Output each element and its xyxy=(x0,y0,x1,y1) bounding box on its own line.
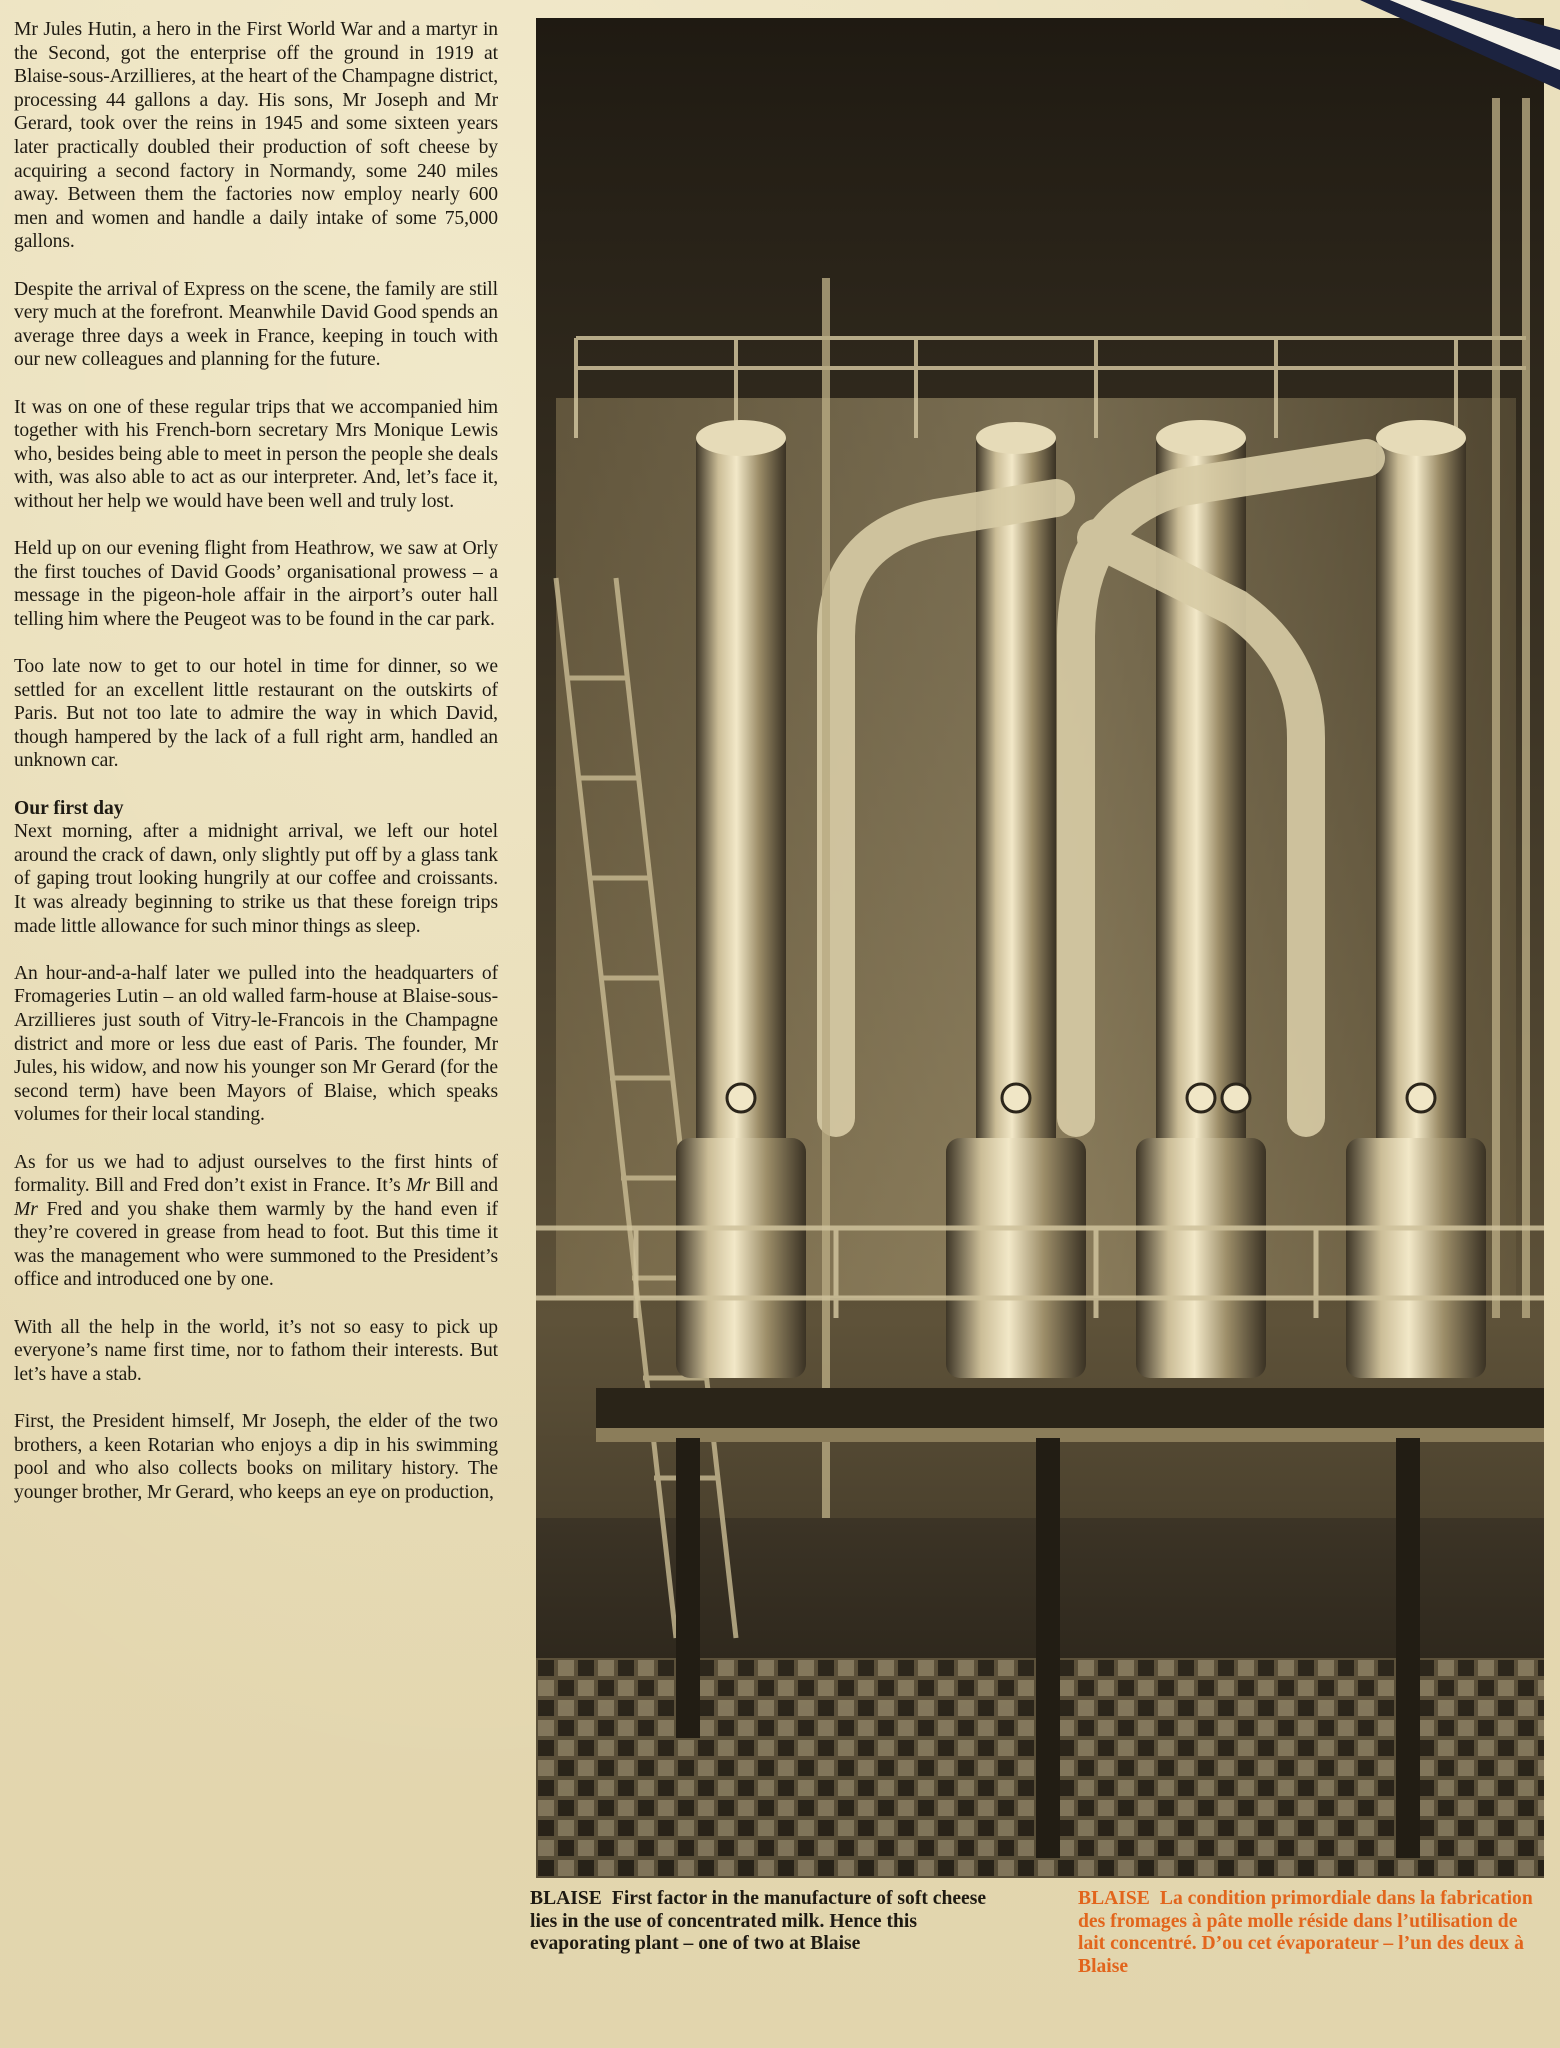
article-paragraph: Mr Jules Hutin, a hero in the First World War and a martyr in the Second, got the enterprise off the ground in 1919 at Blaise-sous-Arzillieres, at the heart of the Champagne district, processing 44 gallons a day. His sons, Mr Joseph and Mr Gerard, took over the reins in 1945 and some sixteen years later practically doubled their production of soft cheese by acquiring a second factory in Normandy, some 240 miles away. Between them the factories now employ nearly 600 men and women and handle a daily intake of some 75,000 gallons. xyxy=(14,19,498,253)
article-paragraph: Too late now to get to our hotel in time for dinner, so we settled for an excellent little restaurant on the outskirts of Paris. But not too late to admire the way in which David, though hampered by the lack of a full right arm, handled an unknown car. xyxy=(14,656,498,772)
article-paragraph: Despite the arrival of Express on the scene, the family are still very much at the forefront. Meanwhile David Good spends an average three days a week in France, keeping in touch with our new colleagues and planning for the future. xyxy=(14,278,498,371)
article-paragraph xyxy=(14,1151,498,1293)
evaporating-plant-photo xyxy=(536,18,1544,1878)
article-paragraph: It was on one of these regular trips that we accompanied him together with his French-born secretary Mrs Monique Lewis who, besides being able to meet in person the people she deals with, was also able to act as our interpreter. And, let’s face it, without her help we would have been well and truly lost. xyxy=(14,396,498,512)
caption-lead: BLAISE xyxy=(1078,1888,1150,1909)
italic-mr: Mr xyxy=(14,1198,38,1220)
article-paragraph: Next morning, after a midnight arrival, we left our hotel around the crack of dawn, only slightly put off by a glass tank of gaping trout looking hungrily at our coffee and croissants. It was already beginning to strike us that these foreign trips made little allowance for such minor things as sleep. xyxy=(14,821,498,937)
article-paragraph: An hour-and-a-half later we pulled into the headquarters of Fromageries Lutin – an old walled farm-house at Blaise-sous-Arzillieres just south of Vitry-le-Francois in the Champagne district and more or less due east of Paris. The founder, Mr Jules, his widow, and now his younger son Mr Gerard (for the second term) have been Mayors of Blaise, which speaks volumes for their local standing. xyxy=(14,962,498,1126)
caption-text: First factor in the manufacture of soft cheese lies in the use of concentrated milk. Hence this evaporating plant – one of two at Blaise xyxy=(530,1888,987,1954)
photo-illustration xyxy=(536,18,1544,1878)
photo-caption-english xyxy=(530,1888,1000,1956)
text-run: As for us we had to adjust ourselves to the first hints of formality. Bill and Fred don’t exist in France. It’s xyxy=(14,1151,498,1197)
article-paragraph: First, the President himself, Mr Joseph, the elder of the two brothers, a keen Rotarian who enjoys a dip in his swimming pool and who also collects books on military history. The younger brother, Mr Gerard, who keeps an eye on production, xyxy=(14,1411,498,1503)
text-run: Bill and xyxy=(429,1175,498,1197)
ribbon-graphic xyxy=(1300,0,1560,90)
section-heading: Our first day xyxy=(14,797,124,819)
article-paragraph: Held up on our evening flight from Heathrow, we saw at Orly the first touches of David Goods’ organisational prowess – a message in the pigeon-hole affair in the airport’s outer hall telling him where the Peugeot was to be found in the car park. xyxy=(14,538,498,630)
caption-lead: BLAISE xyxy=(530,1888,602,1909)
caption-text: La condition primordiale dans la fabrication des fromages à pâte molle réside dans l’utilisation de lait concentré. D’ou cet évaporateur – l’un des deux à Blaise xyxy=(1078,1888,1533,1977)
photo-caption-french xyxy=(1078,1888,1548,1978)
article-paragraph: With all the help in the world, it’s not so easy to pick up everyone’s name first time, nor to fathom their interests. But let’s have a stab. xyxy=(14,1316,498,1385)
article-column xyxy=(14,18,498,1504)
text-run: Fred and you shake them warmly by the hand even if they’re covered in grease from head to foot. But this time it was the management who were summoned to the President’s office and introduced one by one. xyxy=(14,1198,498,1291)
italic-mr: Mr xyxy=(406,1175,430,1197)
corner-ribbon xyxy=(1300,0,1560,90)
